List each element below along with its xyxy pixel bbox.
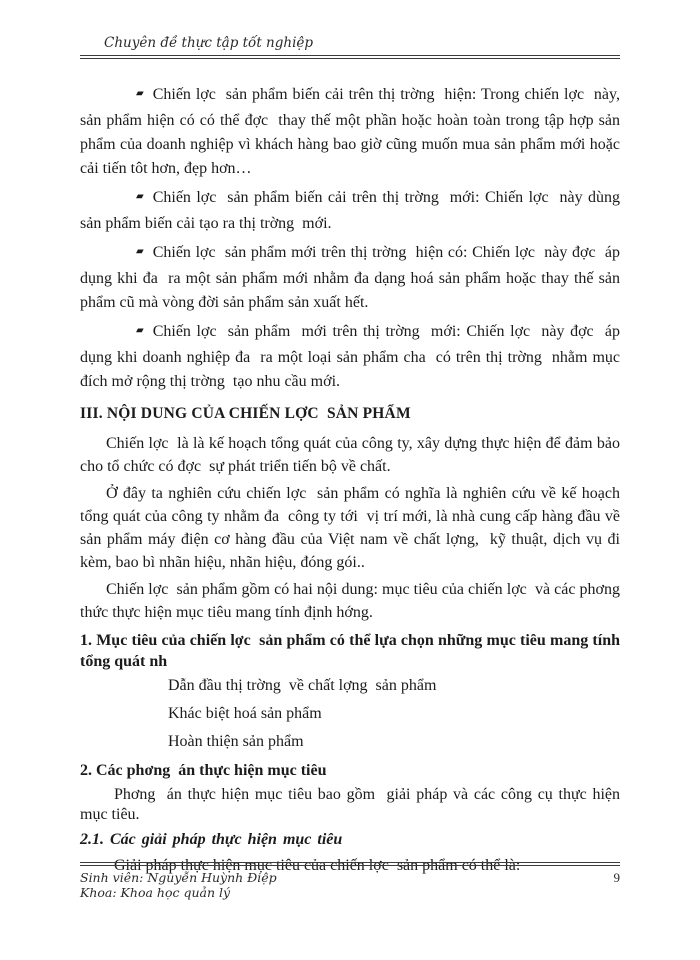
- list-item: Dẫn đầu thị trờng về chất lợng sản phẩm: [168, 677, 437, 694]
- paragraph: Phơng án thực hiện mục tiêu bao gồm giải pháp và các công cụ thực hiện mục tiêu.: [80, 786, 624, 823]
- bullet-paragraph: [80, 241, 624, 315]
- page-number: 9: [613, 870, 620, 885]
- section-heading-2: 2. Các phơng án thực hiện mục tiêu: [80, 762, 327, 779]
- footer-student-line: Sinh viên: Nguyễn Huỳnh Điệp: [80, 870, 277, 885]
- bullet-square-icon: ▰: [136, 325, 144, 336]
- page-header: [80, 34, 620, 59]
- bullet-square-icon: ▰: [136, 246, 144, 257]
- bullet-paragraph: [80, 83, 624, 181]
- section-heading-2-1: 2.1. Các giải pháp thực hiện mục tiêu: [80, 831, 343, 848]
- bullet-square-icon: ▰: [136, 191, 144, 202]
- paragraph: Giải pháp thực hiện mục tiêu của chiến lợc sản phẩm có thể là:: [114, 857, 521, 874]
- paragraph: Ở đây ta nghiên cứu chiến lợc sản phẩm có nghĩa là nghiên cứu về kế hoạch tổng quát của công ty nhằm đa công ty tới vị trí mới, là nhà cung cấp hàng đầu về sản phẩm máy điện cơ hàng đầu của Việt nam về chất lợng, kỹ thuật, dịch vụ đi kèm, bao bì nhãn hiệu, nhãn hiệu, đóng gói..: [80, 485, 624, 571]
- section-heading-iii: III. NỘI DUNG CỦA CHIẾN LỢC SẢN PHẨM: [80, 405, 411, 422]
- footer-author-block: [80, 870, 277, 900]
- section-heading-1: 1. Mục tiêu của chiến lợc sản phẩm có thể lựa chọn những mục tiêu mang tính tổng quát nh: [80, 632, 624, 670]
- bullet-paragraph-text: Chiến lợc sản phẩm mới trên thị trờng hiện có: Chiến lợc này đợc áp dụng khi đa ra một sản phẩm mới nhằm đa dạng hoá sản phẩm hoặc thay thế sản phẩm cũ mà vòng đời sản phẩm sản xuất hết.: [80, 244, 624, 311]
- bullet-paragraph: [80, 186, 624, 236]
- bullet-paragraph-text: Chiến lợc sản phẩm mới trên thị trờng mới: Chiến lợc này đợc áp dụng khi doanh nghiệp đa ra một loại sản phẩm cha có trên thị trờng nhằm mục đích mở rộng thị trờng tạo nhu cầu mới.: [80, 323, 624, 390]
- bullet-square-icon: ▰: [136, 88, 144, 99]
- footer-faculty-line: Khoa: Khoa học quản lý: [80, 885, 231, 900]
- list-item: Khác biệt hoá sản phẩm: [168, 705, 322, 722]
- document-content: [80, 83, 628, 876]
- bullet-paragraph: [80, 320, 624, 394]
- bullet-paragraph-text: Chiến lợc sản phẩm biến cải trên thị trờng hiện: Trong chiến lợc này, sản phẩm hiện có có thể đợc thay thế một phần hoặc hoàn toàn trong tập hợp sản phẩm của doanh nghiệp vì khách hàng bao giờ cũng muốn mua sản phẩm mới hoặc cải tiến tôt hơn, đẹp hơn…: [80, 86, 624, 177]
- bullet-paragraph-text: Chiến lợc sản phẩm biến cải trên thị trờng mới: Chiến lợc này dùng sản phẩm biến cải tạo ra thị trờng mới.: [80, 189, 624, 232]
- paragraph: Chiến lợc là là kế hoạch tổng quát của công ty, xây dựng thực hiện để đảm bảo cho tổ chức có đợc sự phát triển tiến bộ về chất.: [80, 435, 628, 475]
- paragraph: Chiến lợc sản phẩm gồm có hai nội dung: mục tiêu của chiến lợc và các phơng thức thực hiện mục tiêu mang tính định hớng.: [80, 581, 628, 621]
- header-title: Chuyên đề thực tập tốt nghiệp: [104, 35, 314, 51]
- list-item: Hoàn thiện sản phẩm: [168, 733, 304, 750]
- page-footer: [80, 862, 620, 900]
